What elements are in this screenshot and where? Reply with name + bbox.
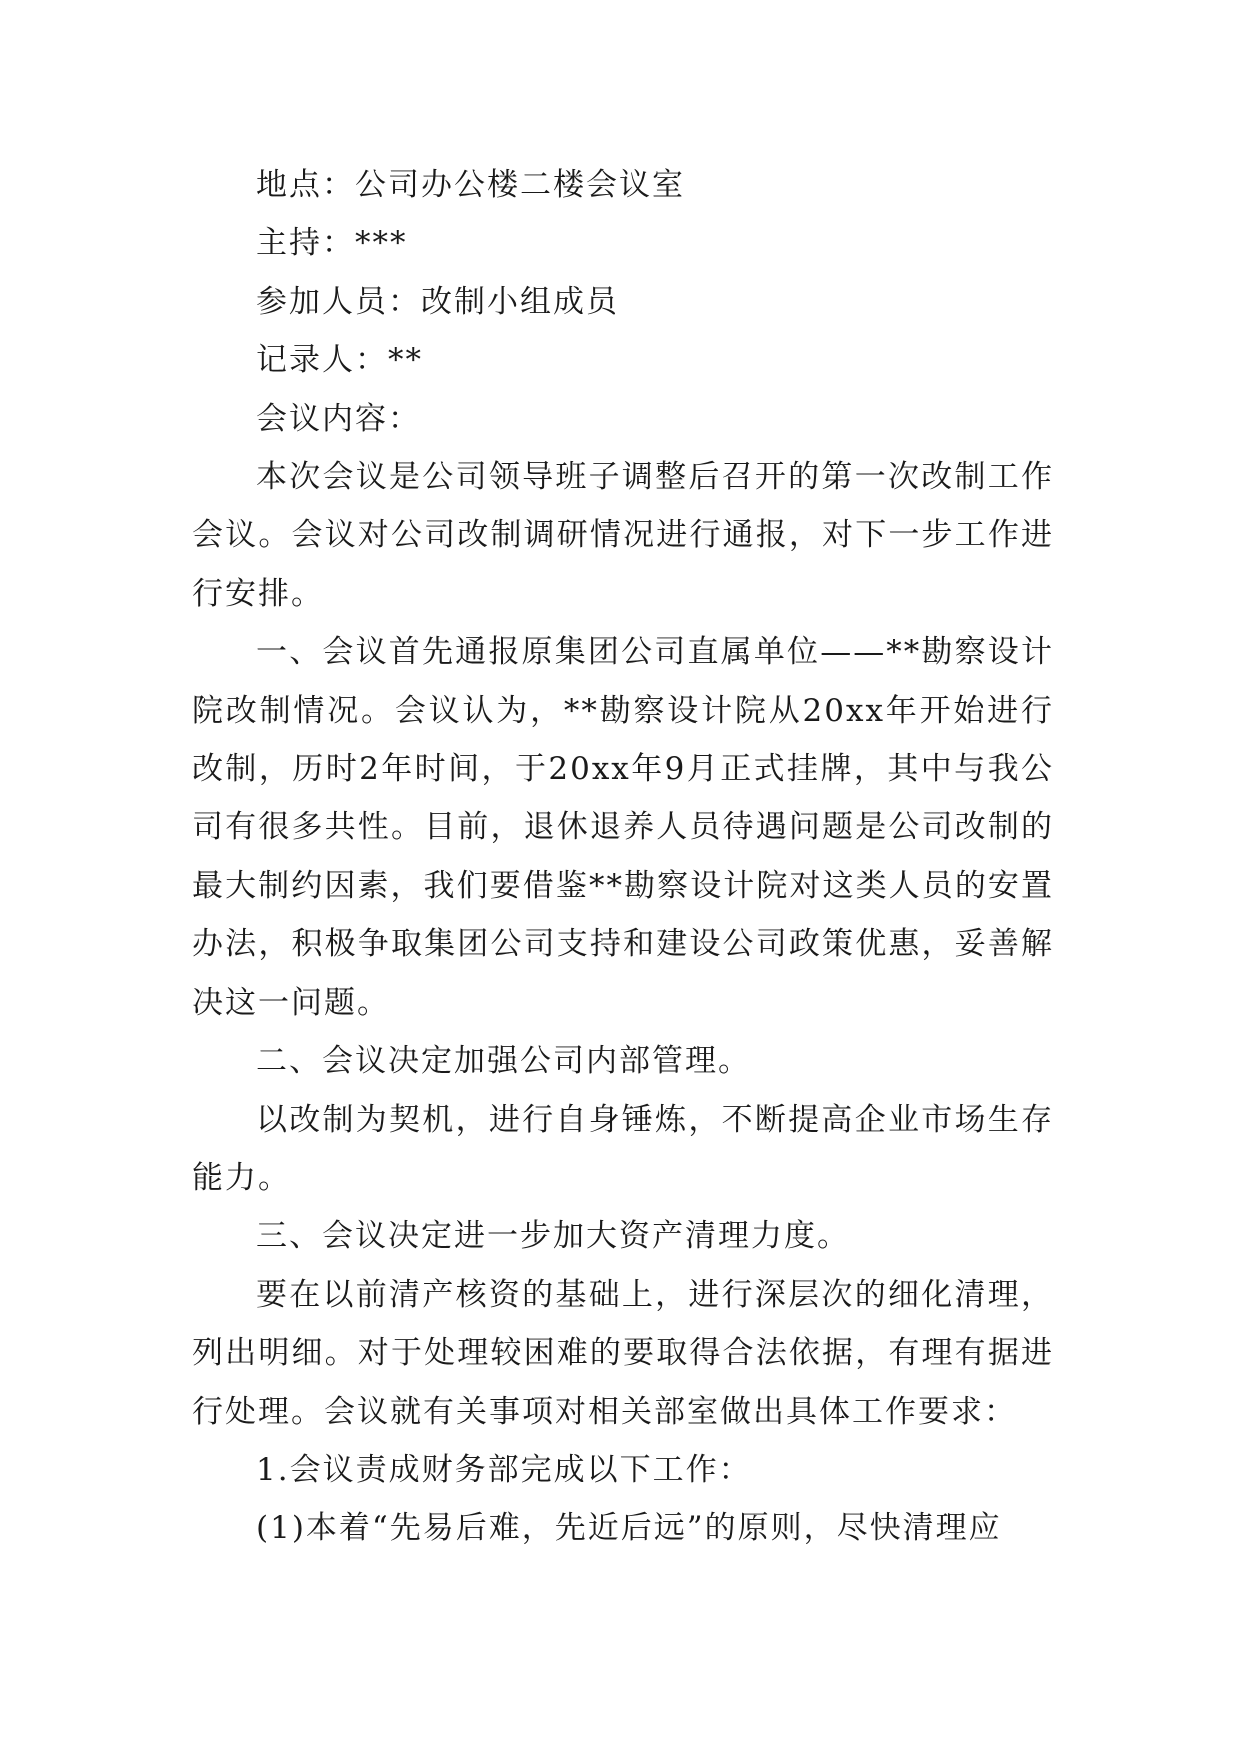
paragraph-section-three-detail: 要在以前清产核资的基础上，进行深层次的细化清理，列出明细。对于处理较困难的要取得合法依据，有理有据进行处理。会议就有关事项对相关部室做出具体工作要求：	[192, 1276, 1054, 1430]
paragraph-section-two-detail: 以改制为契机，进行自身锤炼，不断提高企业市场生存能力。	[192, 1101, 1054, 1196]
paragraph-host: 主持：***	[256, 225, 408, 262]
paragraph-section-two: 二、会议决定加强公司内部管理。	[256, 1043, 751, 1080]
paragraph-location: 地点：公司办公楼二楼会议室	[256, 167, 685, 203]
paragraph-content-heading: 会议内容：	[256, 400, 421, 437]
paragraph-section-three: 三、会议决定进一步加大资产清理力度。	[256, 1218, 850, 1255]
paragraph-item-one: 1.会议责成财务部完成以下工作：	[256, 1451, 752, 1488]
document-body	[192, 156, 1054, 1558]
paragraph-intro: 本次会议是公司领导班子调整后召开的第一次改制工作会议。会议对公司改制调研情况进行通报，对下一步工作进行安排。	[192, 459, 1054, 612]
paragraph-section-one: 一、会议首先通报原集团公司直属单位——**勘察设计院改制情况。会议认为，**勘察设计院从20xx年开始进行改制，历时2年时间，于20xx年9月正式挂牌，其中与我公司有很多共性。目前，退休退养人员待遇问题是公司改制的最大制约因素，我们要借鉴**勘察设计院对这类人员的安置办法，积极争取集团公司支持和建设公司政策优惠，妥善解决这一问题。	[192, 634, 1054, 1021]
paragraph-recorder: 记录人：**	[256, 342, 423, 379]
paragraph-attendees: 参加人员：改制小组成员	[256, 283, 619, 320]
paragraph-subitem-one: (1)本着“先易后难，先近后远”的原则，尽快清理应	[256, 1510, 1002, 1547]
